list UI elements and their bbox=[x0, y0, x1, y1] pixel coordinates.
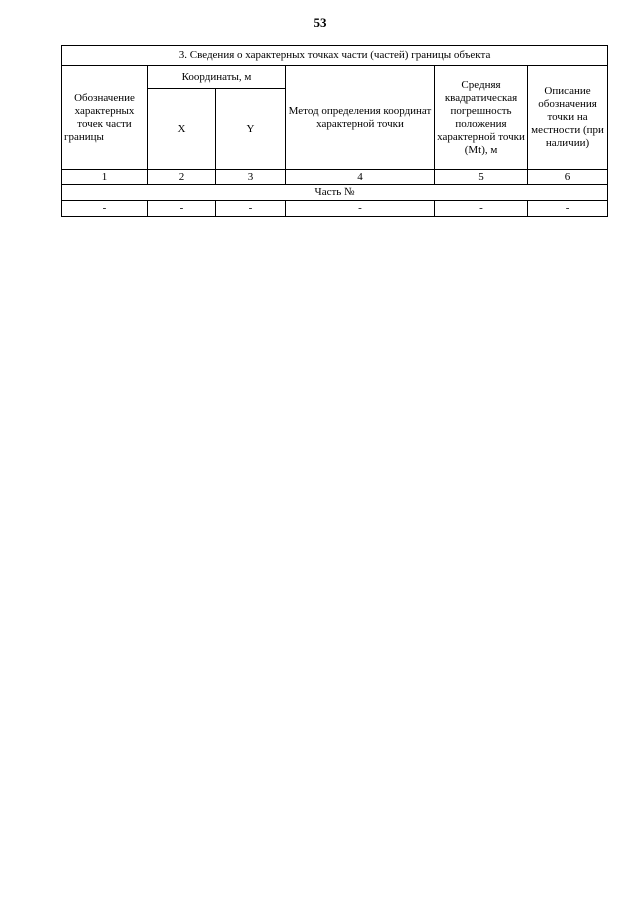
table-cell: - bbox=[435, 201, 528, 217]
header-x: X bbox=[148, 89, 216, 170]
column-number: 3 bbox=[216, 170, 286, 185]
page-number: 53 bbox=[313, 15, 327, 30]
table-cell: - bbox=[528, 201, 608, 217]
header-coordinates: Координаты, м bbox=[148, 66, 286, 89]
column-number: 2 bbox=[148, 170, 216, 185]
part-row bbox=[62, 185, 608, 201]
column-number: 6 bbox=[528, 170, 608, 185]
column-numbers-row bbox=[62, 170, 608, 185]
table-row bbox=[62, 201, 608, 217]
header-designation: Обозначение характерных точек части границы bbox=[62, 66, 148, 170]
header-method: Метод определения координат характерной точки bbox=[286, 66, 435, 170]
table-cell: - bbox=[216, 201, 286, 217]
header-y: Y bbox=[216, 89, 286, 170]
header-description: Описание обозначения точки на местности (при наличии) bbox=[528, 66, 608, 170]
table-cell: - bbox=[62, 201, 148, 217]
header-row-1 bbox=[62, 66, 608, 89]
caption-row bbox=[62, 46, 608, 66]
table-cell: - bbox=[286, 201, 435, 217]
column-number: 5 bbox=[435, 170, 528, 185]
part-label: Часть № bbox=[62, 185, 608, 201]
characteristic-points-table bbox=[61, 45, 608, 217]
column-number: 4 bbox=[286, 170, 435, 185]
table-caption: 3. Сведения о характерных точках части (частей) границы объекта bbox=[62, 46, 608, 66]
column-number: 1 bbox=[62, 170, 148, 185]
table-cell: - bbox=[148, 201, 216, 217]
header-accuracy: Средняя квадратическая погрешность положения характерной точки (Mt), м bbox=[435, 66, 528, 170]
